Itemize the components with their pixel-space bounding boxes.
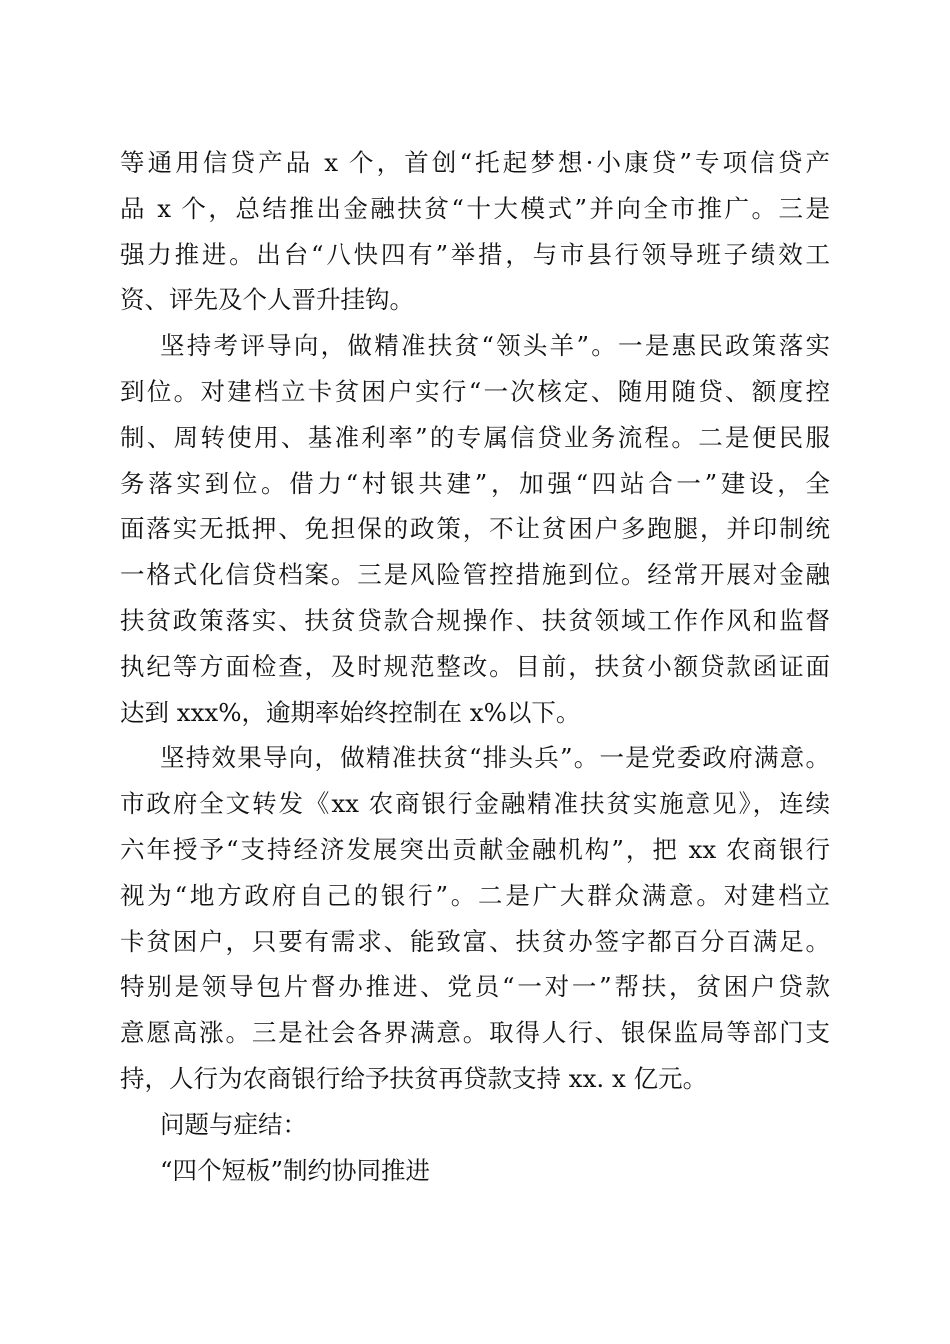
text-line: 面落实无抵押、免担保的政策，不让贫困户多跑腿，并印制统 [120,514,830,544]
paragraph-start-line: 坚持考评导向，做精准扶贫“领头羊”。一是惠民政策落实 [160,331,830,361]
text-line: 一格式化信贷档案。三是风险管控措施到位。经常开展对金融 [120,560,830,590]
text-line: 资、评先及个人晋升挂钩。 [120,285,414,315]
paragraph-start-line: 坚持效果导向，做精准扶贫“排头兵”。一是党委政府满意。 [160,743,830,773]
text-line: 视为“地方政府自己的银行”。二是广大群众满意。对建档立 [120,880,830,910]
section-heading: 问题与症结： [160,1109,307,1139]
text-line: 扶贫政策落实、扶贫贷款合规操作、扶贫领域工作作风和监督 [120,605,830,635]
text-line: 务落实到位。借力“村银共建”，加强“四站合一”建设，全 [120,468,830,498]
text-line: 市政府全文转发《xx 农商银行金融精准扶贫实施意见》，连续 [120,789,830,819]
text-line: 强力推进。出台“八快四有”举措，与市县行领导班子绩效工 [120,239,830,269]
text-line: 达到 xxx%，逾期率始终控制在 x%以下。 [120,697,581,727]
text-line: 特别是领导包片督办推进、党员“一对一”帮扶，贫困户贷款 [120,972,830,1002]
text-line: 等通用信贷产品 x 个，首创“托起梦想·小康贷”专项信贷产 [120,148,830,177]
text-line: 制、周转使用、基准利率”的专属信贷业务流程。二是便民服 [120,422,830,452]
text-line: 意愿高涨。三是社会各界满意。取得人行、银保监局等部门支 [120,1018,830,1048]
text-line: 持，人行为农商银行给予扶贫再贷款支持 xx. x 亿元。 [120,1063,708,1093]
subsection-heading: “四个短板”制约协同推进 [160,1155,431,1185]
text-line: 卡贫困户，只要有需求、能致富、扶贫办签字都百分百满足。 [120,926,830,956]
text-line: 六年授予“支持经济发展突出贡献金融机构”，把 xx 农商银行 [120,834,830,864]
text-line: 到位。对建档立卡贫困户实行“一次核定、随用随贷、额度控 [120,376,830,406]
body-text [120,140,830,1193]
text-line: 品 x 个，总结推出金融扶贫“十大模式”并向全市推广。三是 [120,193,830,223]
text-line: 执纪等方面检查，及时规范整改。目前，扶贫小额贷款函证面 [120,651,830,681]
